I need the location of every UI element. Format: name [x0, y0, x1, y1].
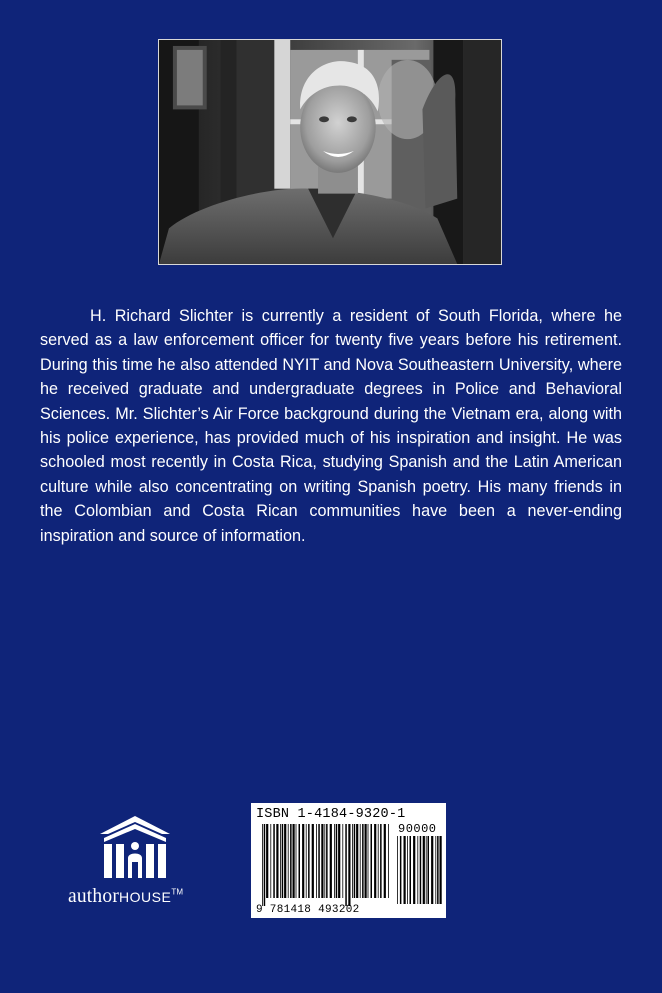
barcode-bar: [282, 824, 284, 898]
barcode-bar: [440, 836, 442, 904]
barcode-bar: [288, 824, 289, 898]
barcode-bar: [290, 824, 292, 898]
barcode-bar: [264, 824, 266, 906]
barcode-bar: [334, 824, 335, 898]
barcode-bar: [362, 824, 364, 898]
barcode-bar: [397, 836, 398, 904]
barcode-bar: [326, 824, 328, 898]
barcode-bar: [420, 836, 422, 904]
barcode-bar: [308, 824, 310, 898]
isbn-barcode: [251, 803, 446, 918]
barcode-bar: [276, 824, 278, 898]
barcode-bar: [316, 824, 317, 898]
barcode-bar: [342, 824, 343, 898]
barcode-bar: [407, 836, 408, 904]
barcode-bar: [384, 824, 386, 898]
barcode-bar: [388, 824, 389, 898]
barcode-bar: [413, 836, 415, 904]
publisher-name: [68, 886, 183, 908]
barcode-bar: [404, 836, 406, 904]
authorhouse-house-icon: [94, 812, 176, 880]
author-photo: [158, 39, 502, 265]
barcode-bar: [324, 824, 325, 898]
barcode-bar: [345, 824, 347, 906]
trademark-symbol: TM: [171, 887, 184, 897]
barcode-bar: [380, 824, 382, 898]
barcode-bar: [365, 824, 367, 898]
publisher-name-part1: author: [68, 886, 120, 907]
barcode-bar: [299, 824, 301, 898]
barcode-bar: [371, 824, 373, 898]
barcode-bar: [312, 824, 314, 898]
barcode-bar: [284, 824, 286, 898]
barcode-bar: [378, 824, 379, 898]
barcode-bar: [417, 836, 418, 904]
barcode-bar: [302, 824, 304, 898]
barcode-bar: [400, 836, 402, 904]
author-bio: H. Richard Slichter is currently a resident of South Florida, where he served as a law enforcement officer for twenty five years before his retirement. During this time he also attended NYIT and Nova Southeastern University, where he received graduate and undergraduate degrees in Police and Behavioral Sciences. Mr. Slichter’s Air Force background during the Vietnam era, along with his police experience, has provided much of his inspiration and insight. He was schooled most recently in Costa Rica, studying Spanish and the Latin American culture while also concentrating on writing Spanish poetry. His many friends in the Colombian and Costa Rican communities have been a never-ending inspiration and source of information.: [40, 307, 622, 545]
barcode-bar: [296, 824, 297, 898]
author-portrait-image: [159, 40, 501, 264]
barcode-bar: [348, 824, 350, 906]
barcode-bar: [437, 836, 439, 904]
ean-barcode-bars: [261, 824, 390, 906]
barcode-bar: [338, 824, 340, 898]
publisher-logo: [68, 812, 218, 912]
barcode-bar: [318, 824, 320, 898]
barcode-bar: [266, 824, 268, 898]
barcode-bar: [280, 824, 281, 898]
barcode-bar: [293, 824, 295, 898]
barcode-bar: [354, 824, 356, 898]
barcode-bar: [431, 836, 433, 904]
barcode-bar: [330, 824, 332, 898]
barcode-bar: [356, 824, 358, 898]
barcode-bar: [368, 824, 369, 898]
publisher-name-part2: HOUSE: [119, 889, 172, 905]
ean-digits: 9 781418 493202: [256, 904, 360, 916]
barcode-bar: [270, 824, 271, 898]
price-code: 90000: [398, 822, 437, 836]
barcode-bar: [423, 836, 425, 904]
barcode-bar: [336, 824, 338, 898]
barcode-bar: [360, 824, 361, 898]
addon-barcode-bars: [396, 836, 443, 912]
barcode-bar: [374, 824, 376, 898]
barcode-bar: [428, 836, 430, 904]
barcode-bar: [426, 836, 427, 904]
barcode-bar: [306, 824, 307, 898]
barcode-bar: [321, 824, 323, 898]
barcode-bar: [273, 824, 275, 898]
barcode-bar: [410, 836, 412, 904]
barcode-bar: [262, 824, 263, 906]
barcode-bar: [352, 824, 353, 898]
barcode-bar: [435, 836, 436, 904]
isbn-label: ISBN 1-4184-9320-1: [256, 807, 406, 822]
